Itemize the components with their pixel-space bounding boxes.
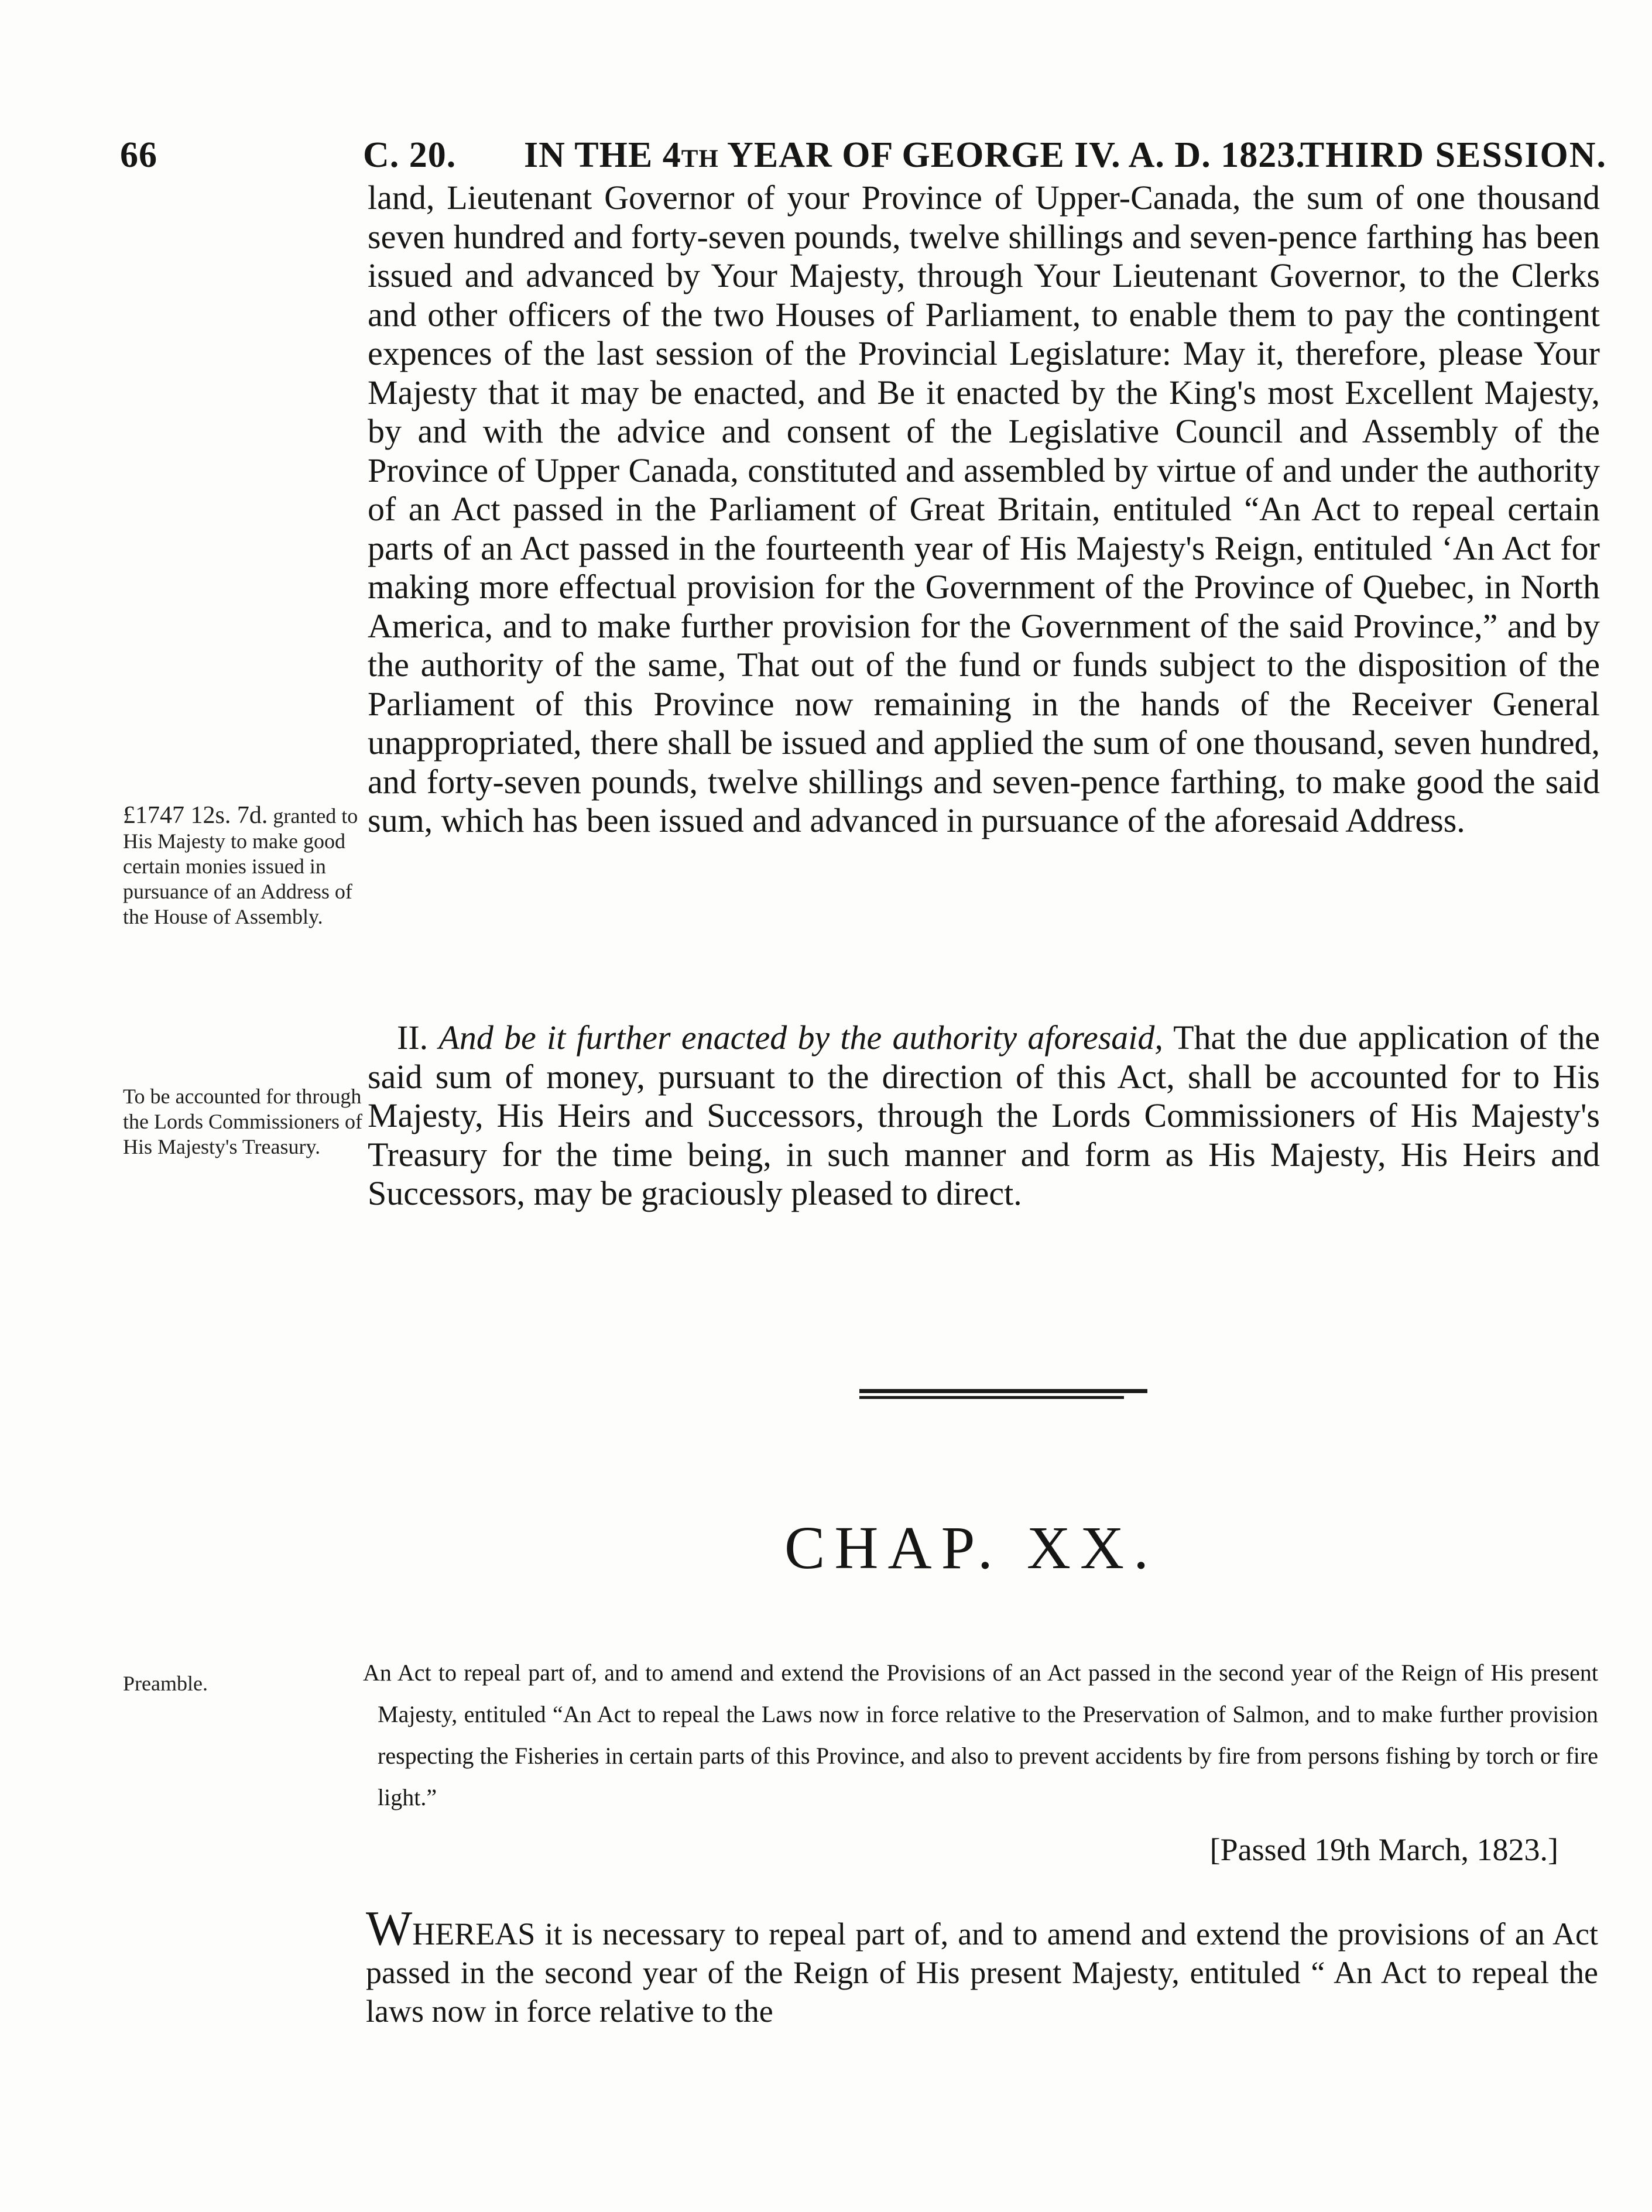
chapter-reference: C. 20.: [363, 135, 457, 175]
running-header: [120, 132, 1607, 179]
enacting-clause: And be it further enacted by the authority aforesaid,: [438, 1018, 1163, 1057]
section-divider: [859, 1389, 1147, 1399]
chapter-heading: CHAP. XX.: [784, 1514, 1159, 1582]
preamble-text: it is necessary to repeal part of, and to amend and extend the provisions of an Act passed in the second year of the Reign of His present Majesty, entituled “ An Act to repeal the laws now in force relative to the: [366, 1916, 1598, 2029]
preamble-initial: W: [366, 1901, 413, 1956]
reign-reference: IN THE 4th YEAR OF GEORGE IV. A. D. 1823.: [524, 135, 1305, 175]
grant-amount: £1747 12s. 7d.: [123, 802, 268, 829]
margin-note-grant: [123, 803, 369, 930]
divider-thin-rule: [859, 1396, 1124, 1399]
margin-note-preamble: Preamble.: [123, 1672, 208, 1695]
preamble-opening-word: HEREAS: [412, 1916, 536, 1952]
section-two-paragraph: [368, 1018, 1600, 1213]
passed-date: [Passed 19th March, 1823.]: [1209, 1832, 1558, 1867]
page-number: 66: [120, 135, 157, 175]
divider-thick-rule: [859, 1389, 1147, 1393]
continuation-paragraph: land, Lieutenant Governor of your Province of Upper-Canada, the sum of one thousand seven hundred and forty-seven pounds, twelve shillings and seven-pence farthing has been issued and advanced by Your Majesty, through Your Lieutenant Governor, to the Clerks and other officers of the two Houses of Parliament, to enable them to pay the contingent expences of the last session of the Provincial Legislature: May it, therefore, please Your Majesty that it may be enacted, and Be it enacted by the King's most Excellent Majesty, by and with the advice and consent of the Legislative Council and Assembly of the Province of Upper Canada, constituted and assembled by virtue of and under the authority of an Act passed in the Parliament of Great Britain, entituled “An Act to repeal certain parts of an Act passed in the fourteenth year of His Majesty's Reign, entituled ‘An Act for making more effectual provision for the Government of the Province of Quebec, in North America, and to make further provision for the Government of the said Province,” and by the authority of the same, That out of the fund or funds subject to the disposition of the Parliament of this Province now remaining in the hands of the Receiver General unappropriated, there shall be issued and applied the sum of one thousand, seven hundred, and forty-seven pounds, twelve shillings and seven-pence farthing, to make good the said sum, which has been issued and advanced in pursuance of the aforesaid Address.: [368, 179, 1600, 839]
act-summary: An Act to repeal part of, and to amend and extend the Provisions of an Act passed in the second year of the Reign of His present Majesty, entituled “An Act to repeal the Laws now in force relative to the Preservation of Salmon, and to make further provision respecting the Fisheries in certain parts of this Province, and also to prevent accidents by fire from persons fishing by torch or fire light.”: [363, 1659, 1598, 1810]
margin-note-accounting: To be accounted for through the Lords Commissioners of His Majesty's Treasury.: [123, 1085, 362, 1158]
section-two-text: That the due application of the said sum of money, pursuant to the direction of this Act, shall be accounted for to His Majesty, His Heirs and Successors, through the Lords Commissioners of His Majesty's Treasury for the time being, in such manner and form as His Majesty, His Heirs and Successors, may be graciously pleased to direct.: [368, 1018, 1600, 1212]
session-reference: THIRD SESSION.: [1300, 135, 1607, 175]
preamble-paragraph: [366, 1901, 1598, 2031]
section-number: II.: [397, 1018, 429, 1057]
grant-description: granted to His Majesty to make good certain monies issued in pursuance of an Address of the House of Assembly.: [123, 804, 358, 928]
